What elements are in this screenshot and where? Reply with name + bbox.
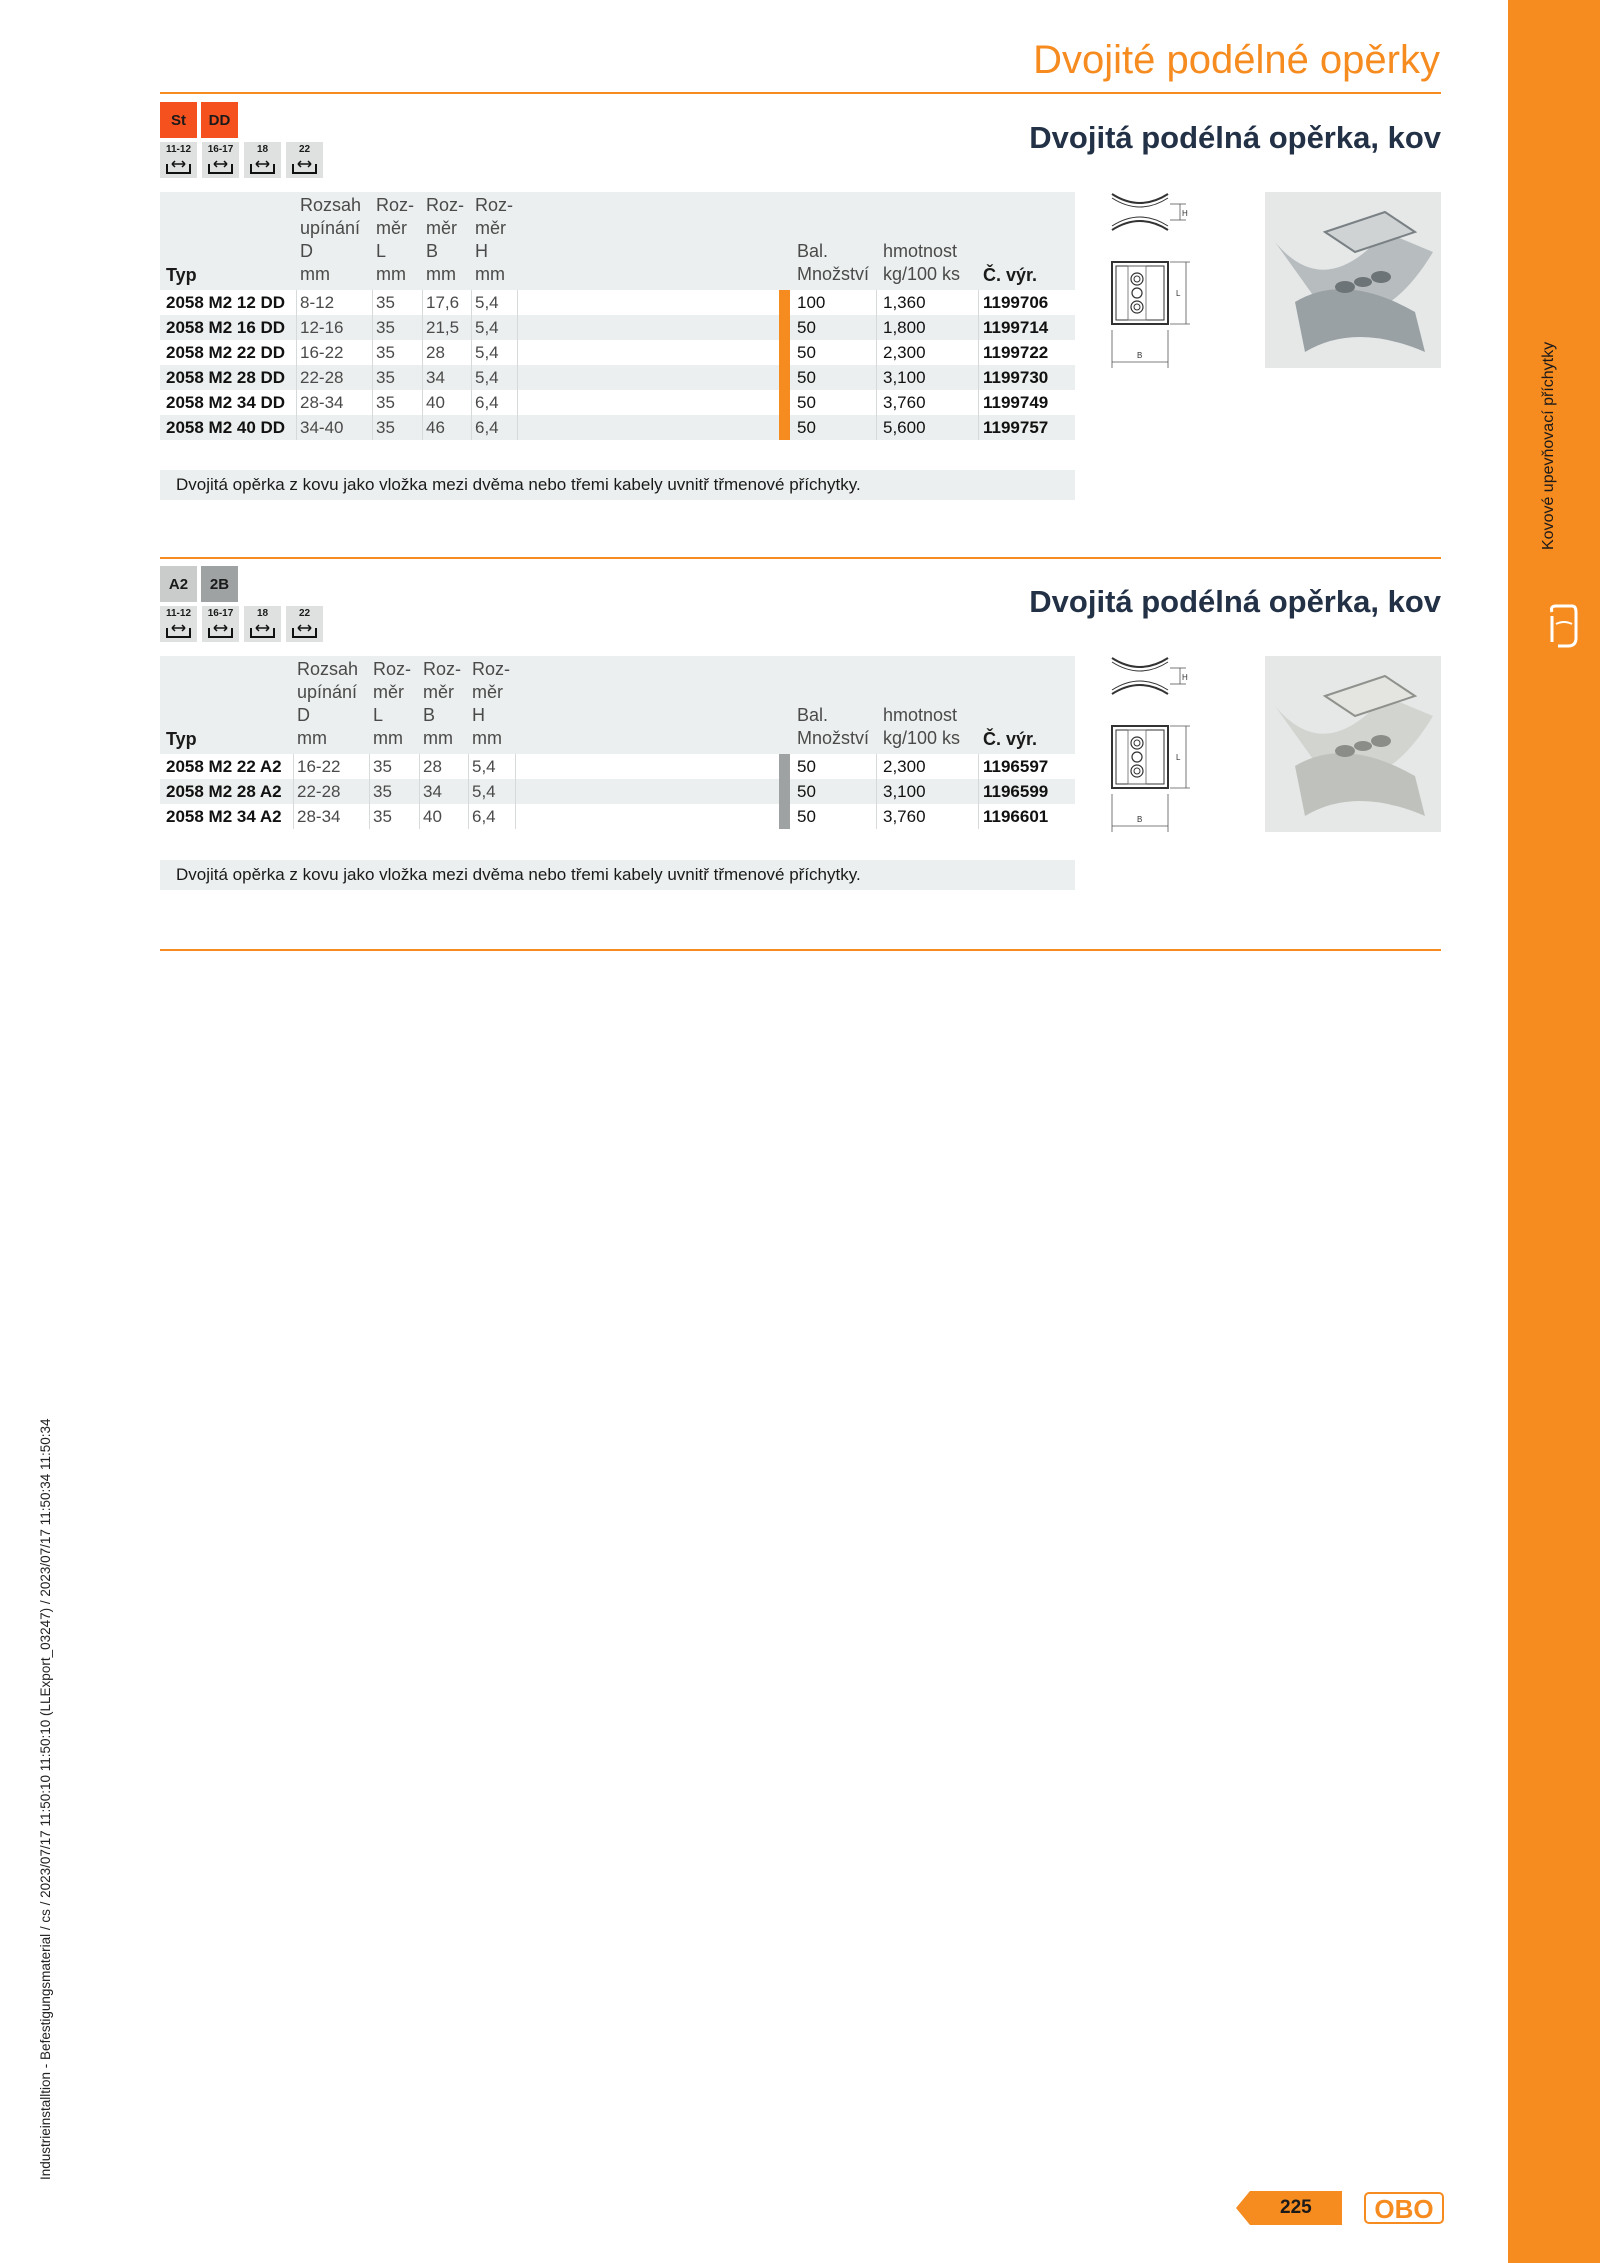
install-type-icon: 22	[286, 142, 323, 178]
svg-text:L: L	[1176, 753, 1181, 762]
section-title: Dvojitá podélná opěrka, kov	[1029, 120, 1441, 155]
material-badges	[160, 566, 238, 602]
product-section-a2	[160, 566, 1441, 896]
header-b: Roz- měr B mm	[423, 659, 462, 748]
finish-badge-2b: 2B	[201, 566, 238, 602]
table-row: 2058 M2 22 DD 16-22 35 28 5,4 50 2,300 1199722	[160, 340, 1075, 365]
packaging-marker	[779, 290, 790, 440]
finish-badge-dd: DD	[201, 102, 238, 138]
header-cvyr: Č. výr.	[983, 729, 1038, 749]
material-badge-st: St	[160, 102, 197, 138]
header-bal: Bal. Množství	[797, 705, 870, 748]
install-type-icon: 16-17	[202, 606, 239, 642]
install-type-icon: 11-12	[160, 606, 197, 642]
product-table	[160, 656, 1075, 829]
installation-icons	[160, 142, 323, 178]
table-row: 2058 M2 34 DD 28-34 35 40 6,4 50 3,760 1199749	[160, 390, 1075, 415]
section-divider	[160, 949, 1441, 951]
table-row: 2058 M2 28 DD 22-28 35 34 5,4 50 3,100 1199730	[160, 365, 1075, 390]
header-typ: Typ	[166, 265, 197, 285]
header-typ: Typ	[166, 729, 197, 749]
section-divider	[160, 557, 1441, 559]
packaging-marker	[779, 754, 790, 829]
header-bal: Bal. Množství	[797, 241, 870, 284]
material-badge-a2: A2	[160, 566, 197, 602]
technical-drawing	[1110, 190, 1200, 370]
header-cvyr: Č. výr.	[983, 265, 1038, 285]
svg-text:H: H	[1182, 673, 1188, 682]
install-type-icon: 11-12	[160, 142, 197, 178]
header-h: Roz- měr H mm	[475, 195, 514, 284]
obo-logo	[1364, 2190, 1444, 2226]
material-badges	[160, 102, 238, 138]
header-hmotnost: hmotnost kg/100 ks	[883, 705, 961, 748]
export-meta-text: Industrieinstalltion - Befestigungsmaterial / cs / 2023/07/17 11:50:10 11:50:10 (LLExport_03247) / 2023/07/17 11:50:34 11:50:34	[38, 1418, 53, 2180]
install-type-icon: 22	[286, 606, 323, 642]
table-row: 2058 M2 22 A2 16-22 35 28 5,4 50 2,300 1196597	[160, 754, 1075, 779]
product-photo	[1265, 656, 1441, 832]
header-rozsah: Rozsah upínání D mm	[300, 195, 362, 284]
product-photo	[1265, 192, 1441, 368]
install-type-icon: 18	[244, 606, 281, 642]
table-row: 2058 M2 28 A2 22-28 35 34 5,4 50 3,100 1196599	[160, 779, 1075, 804]
title-divider	[160, 92, 1441, 94]
header-l: Roz- měr L mm	[376, 195, 415, 284]
table-row: 2058 M2 16 DD 12-16 35 21,5 5,4 50 1,800 1199714	[160, 315, 1075, 340]
svg-text:B: B	[1137, 815, 1143, 824]
product-table	[160, 192, 1075, 440]
product-note: Dvojitá opěrka z kovu jako vložka mezi dvěma nebo třemi kabely uvnitř třmenové příchytky.	[160, 860, 1075, 890]
svg-text:H: H	[1182, 209, 1188, 218]
svg-text:OBO: OBO	[1374, 2194, 1434, 2224]
technical-drawing	[1110, 654, 1200, 834]
header-l: Roz- měr L mm	[373, 659, 412, 748]
product-note: Dvojitá opěrka z kovu jako vložka mezi dvěma nebo třemi kabely uvnitř třmenové příchytky.	[160, 470, 1075, 500]
install-type-icon: 16-17	[202, 142, 239, 178]
table-row: 2058 M2 34 A2 28-34 35 40 6,4 50 3,760 1196601	[160, 804, 1075, 829]
svg-text:B: B	[1137, 351, 1143, 360]
header-h: Roz- měr H mm	[472, 659, 511, 748]
product-section-st	[160, 102, 1441, 502]
page-number: 225	[1280, 2197, 1312, 2218]
section-title: Dvojitá podélná opěrka, kov	[1029, 584, 1441, 619]
table-row: 2058 M2 40 DD 34-40 35 46 6,4 50 5,600 1199757	[160, 415, 1075, 440]
table-row: 2058 M2 12 DD 8-12 35 17,6 5,4 100 1,360 1199706	[160, 290, 1075, 315]
page-title: Dvojité podélné opěrky	[1033, 38, 1440, 82]
install-type-icon: 18	[244, 142, 281, 178]
header-rozsah: Rozsah upínání D mm	[297, 659, 359, 748]
svg-text:L: L	[1176, 289, 1181, 298]
installation-icons	[160, 606, 323, 642]
header-b: Roz- měr B mm	[426, 195, 465, 284]
clip-icon	[1546, 602, 1580, 650]
header-hmotnost: hmotnost kg/100 ks	[883, 241, 961, 284]
sidebar-label: Kovové upevňovací příchytky	[1540, 341, 1557, 550]
